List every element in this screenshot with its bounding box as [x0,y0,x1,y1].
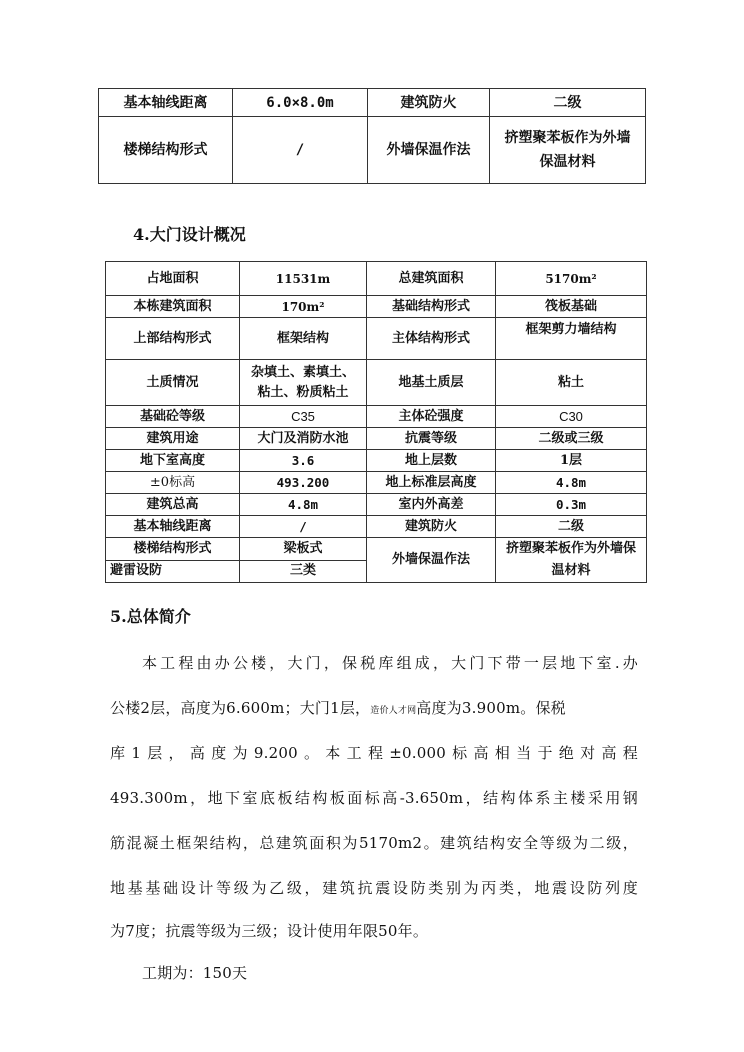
table-row [106,318,647,360]
paragraph-line: 为7度；抗震等级为三级；设计使用年限50年。 [110,922,429,940]
paragraph-line: 地基基础设计等级为乙级，建筑抗震设防类别为丙类，地震设防列度 [110,879,638,897]
cell-value: 挤塑聚苯板作为外墙保温材料 [490,117,646,184]
cell-value: 二级 [496,516,647,538]
cell-value: 框架结构 [240,318,367,360]
cell-value: 梁板式 [240,538,367,561]
cell-label: ±0标高 [106,472,240,494]
cell-value: 框架剪力墙结构 [496,318,647,360]
cell-value: 三类 [240,560,367,583]
cell-label: 室内外高差 [367,494,496,516]
table-row [106,296,647,318]
cell-value: 4.8m [496,472,647,494]
cell-value: C30 [496,406,647,428]
cell-value: 二级或三级 [496,428,647,450]
section-4-heading: 4.大门设计概况 [133,225,246,244]
cell-label: 基本轴线距离 [106,516,240,538]
cell-value: 挤塑聚苯板作为外墙保温材料 [496,538,647,583]
cell-label: 上部结构形式 [106,318,240,360]
table-row [106,450,647,472]
duration-text: 工期为：150天 [142,964,248,982]
cell-label: 总建筑面积 [367,262,496,296]
cell-label: 地基土质层 [367,360,496,406]
watermark-text: 造价人才网 [370,706,417,716]
cell-label: 建筑用途 [106,428,240,450]
cell-label: 基础砼等级 [106,406,240,428]
table-row [106,360,647,406]
cell-label: 主体结构形式 [367,318,496,360]
cell-value: 粘土 [496,360,647,406]
cell-value: 6.0×8.0m [233,89,368,117]
table-row [106,406,647,428]
table-row [99,89,646,117]
cell-label: 建筑防火 [368,89,490,117]
table-row [106,494,647,516]
paragraph-line [110,697,566,718]
cell-value: 杂填土、素填土、粘土、粉质粘土 [240,360,367,406]
cell-value: 4.8m [240,494,367,516]
table-row [106,472,647,494]
section-5-heading: 5.总体简介 [110,607,191,626]
table-row [106,538,647,561]
cell-value: 3.6 [240,450,367,472]
cell-value: 二级 [490,89,646,117]
cell-label: 建筑防火 [367,516,496,538]
cell-label: 占地面积 [106,262,240,296]
cell-value: 大门及消防水池 [240,428,367,450]
cell-label: 外墙保温作法 [367,538,496,583]
table-row [106,428,647,450]
cell-value: / [233,117,368,184]
cell-value: 170m² [240,296,367,318]
gate-design-table [105,261,647,583]
cell-value: 0.3m [496,494,647,516]
table-top-continuation [98,88,646,184]
cell-label: 主体砼强度 [367,406,496,428]
cell-value: C35 [240,406,367,428]
text-span: 高度为3.900m。保税 [416,699,566,717]
table-row [99,117,646,184]
cell-value: 493.200 [240,472,367,494]
cell-label: 基础结构形式 [367,296,496,318]
table-row [106,262,647,296]
cell-label: 外墙保温作法 [368,117,490,184]
cell-label: 避雷设防 [106,560,240,583]
paragraph-line: 493.300m，地下室底板结构板面标高-3.650m，结构体系主楼采用钢 [110,789,638,807]
cell-label: 建筑总高 [106,494,240,516]
cell-label: 土质情况 [106,360,240,406]
cell-value: 1层 [496,450,647,472]
table-row [106,516,647,538]
text-span: 公楼2层，高度为6.600m；大门1层， [110,699,371,717]
cell-label: 楼梯结构形式 [99,117,233,184]
cell-label: 楼梯结构形式 [106,538,240,561]
cell-label: 抗震等级 [367,428,496,450]
cell-label: 地上标准层高度 [367,472,496,494]
paragraph-line: 库1层，高度为9.200。本工程±0.000标高相当于绝对高程 [110,744,638,762]
cell-value: 5170m² [496,262,647,296]
cell-value: 11531m [240,262,367,296]
cell-label: 本栋建筑面积 [106,296,240,318]
cell-label: 地上层数 [367,450,496,472]
cell-value: 筏板基础 [496,296,647,318]
paragraph-line: 筋混凝土框架结构，总建筑面积为5170m2。建筑结构安全等级为二级， [110,834,638,852]
paragraph-line: 本工程由办公楼，大门，保税库组成，大门下带一层地下室.办 [142,654,638,672]
cell-label: 基本轴线距离 [99,89,233,117]
cell-label: 地下室高度 [106,450,240,472]
cell-value: / [240,516,367,538]
